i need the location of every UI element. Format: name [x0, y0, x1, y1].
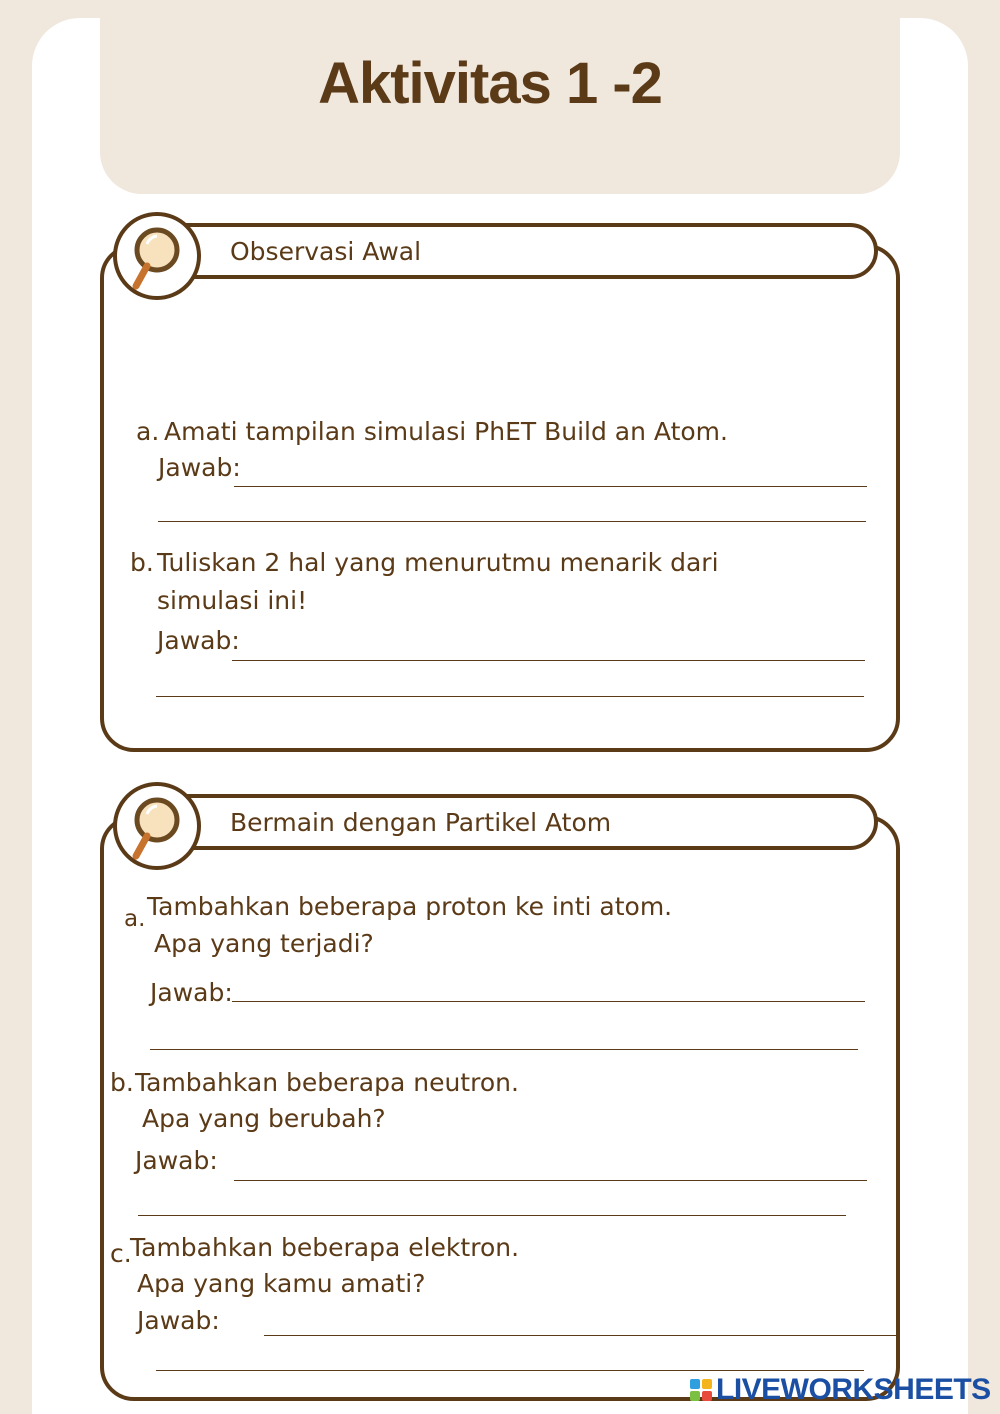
s1-qa-text: Amati tampilan simulasi PhET Build an Atom.: [164, 417, 728, 446]
s2-qb-answer-line-2[interactable]: [138, 1215, 846, 1216]
s2-qa-marker: a.: [124, 906, 146, 932]
s2-qb-answer-line-1[interactable]: [234, 1180, 867, 1181]
section-observasi-box: [100, 244, 900, 752]
s1-qa-answer-label: Jawab:: [158, 453, 241, 482]
s2-qb-marker: b.: [110, 1068, 134, 1097]
s1-qa-answer-line-1[interactable]: [234, 486, 867, 487]
section-partikel-header: [118, 794, 878, 850]
s2-qc-answer-line-1[interactable]: [264, 1335, 896, 1336]
s2-qb-line1: Tambahkan beberapa neutron.: [135, 1068, 519, 1097]
s1-qb-marker: b.: [130, 548, 154, 577]
section-observasi-badge: [113, 212, 201, 300]
s1-qb-line2: simulasi ini!: [157, 586, 308, 615]
magnifier-icon: [127, 224, 191, 294]
s2-qa-answer-label: Jawab:: [150, 978, 233, 1007]
s1-qb-answer-line-2[interactable]: [156, 696, 864, 697]
s2-qa-answer-line-1[interactable]: [232, 1001, 865, 1002]
magnifier-icon: [127, 794, 191, 864]
s1-qa-answer-line-2[interactable]: [158, 521, 866, 522]
liveworksheets-text: LIVEWORKSHEETS: [716, 1373, 991, 1406]
liveworksheets-mark-icon: [690, 1379, 712, 1401]
s2-qa-answer-line-2[interactable]: [150, 1049, 858, 1050]
s1-qb-answer-label: Jawab:: [157, 626, 240, 655]
s2-qc-answer-line-2[interactable]: [156, 1370, 864, 1371]
s2-qc-line1: Tambahkan beberapa elektron.: [130, 1233, 520, 1262]
liveworksheets-logo: [690, 1373, 991, 1407]
s2-qc-marker: c.: [110, 1239, 132, 1268]
s2-qc-line2: Apa yang kamu amati?: [137, 1269, 426, 1298]
s2-qc-answer-label: Jawab:: [137, 1306, 220, 1335]
s2-qa-line1: Tambahkan beberapa proton ke inti atom.: [147, 892, 673, 921]
section-observasi-header: [118, 223, 878, 279]
s1-qb-line1: Tuliskan 2 hal yang menurutmu menarik dari: [157, 548, 719, 577]
s2-qa-line2: Apa yang terjadi?: [154, 929, 374, 958]
page-title: Aktivitas 1 -2: [318, 51, 662, 116]
s2-qb-line2: Apa yang berubah?: [142, 1104, 386, 1133]
s1-qb-answer-line-1[interactable]: [232, 660, 865, 661]
section-observasi-title: Observasi Awal: [230, 237, 422, 266]
section-partikel-badge: [113, 782, 201, 870]
s2-qb-answer-label: Jawab:: [135, 1146, 218, 1175]
section-partikel-title: Bermain dengan Partikel Atom: [230, 808, 612, 837]
s1-qa-marker: a.: [136, 417, 160, 446]
